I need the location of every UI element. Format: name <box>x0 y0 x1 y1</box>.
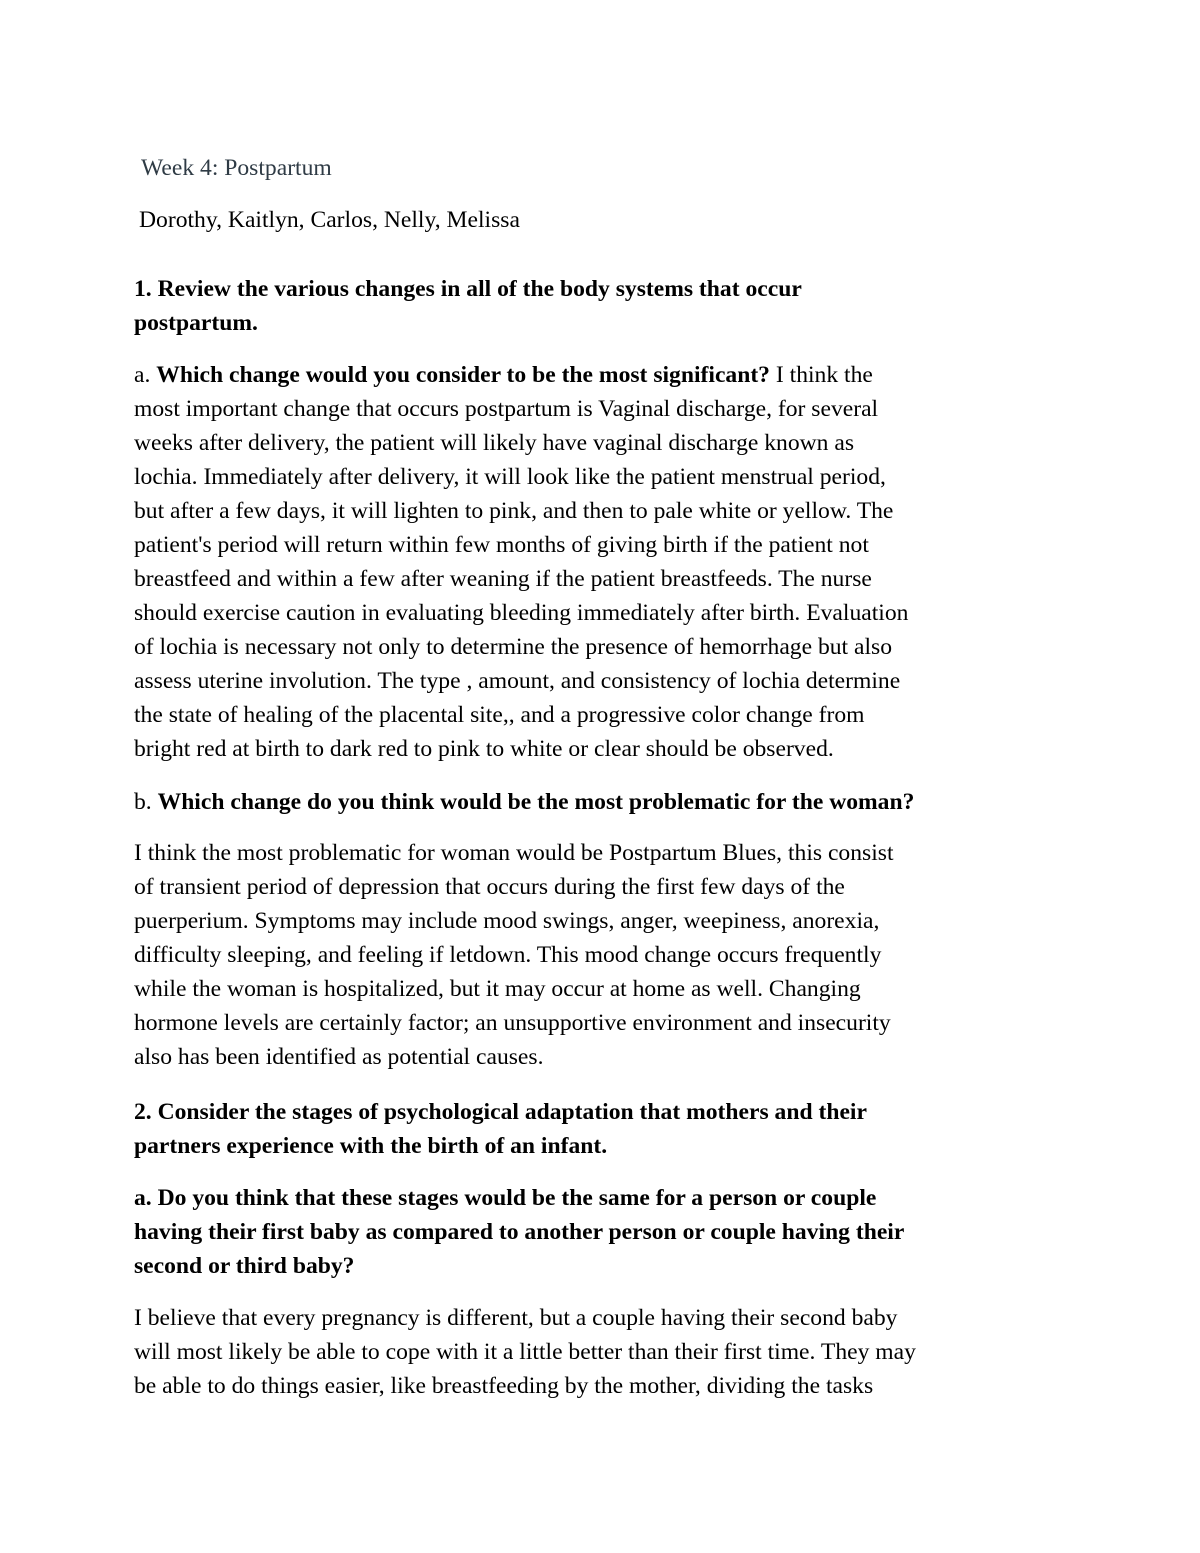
q2a-question-line: having their first baby as compared to another person or couple having their <box>134 1219 905 1245</box>
q1b-answer-line: puerperium. Symptoms may include mood swings, anger, weepiness, anorexia, <box>134 908 880 934</box>
q2a-question-line: second or third baby? <box>134 1253 355 1279</box>
q1a-answer-line: patient's period will return within few months of giving birth if the patient not <box>134 532 869 558</box>
q1a-answer-start: I think the <box>769 362 873 388</box>
q1b-answer-line: hormone levels are certainly factor; an unsupportive environment and insecurity <box>134 1010 891 1036</box>
q1a-answer-line: breastfeed and within a few after weaning if the patient breastfeeds. The nurse <box>134 566 872 592</box>
q1b-question: Which change do you think would be the most problematic for the woman? <box>157 789 915 815</box>
q1a-answer-line: the state of healing of the placental site,, and a progressive color change from <box>134 702 865 728</box>
q1a-answer-line: but after a few days, it will lighten to pink, and then to pale white or yellow. The <box>134 498 894 524</box>
q2a-answer-line: will most likely be able to cope with it a little better than their first time. They may <box>134 1339 916 1365</box>
q1-heading-line: 1. Review the various changes in all of the body systems that occur <box>134 276 802 302</box>
q1b-answer-line: difficulty sleeping, and feeling if letdown. This mood change occurs frequently <box>134 942 882 968</box>
q1a-answer-line: of lochia is necessary not only to determine the presence of hemorrhage but also <box>134 634 893 660</box>
q1b-answer-line: I think the most problematic for woman would be Postpartum Blues, this consist <box>134 840 894 866</box>
q2a-answer-line: I believe that every pregnancy is different, but a couple having their second baby <box>134 1305 898 1331</box>
q1b-question-line <box>134 791 914 815</box>
q1a-answer-line: bright red at birth to dark red to pink to white or clear should be observed. <box>134 736 834 762</box>
group-members: Dorothy, Kaitlyn, Carlos, Nelly, Melissa <box>139 207 520 233</box>
q1b-answer-line: also has been identified as potential causes. <box>134 1044 544 1070</box>
q1a-answer-line: weeks after delivery, the patient will likely have vaginal discharge known as <box>134 430 855 456</box>
q1b-label: b. <box>134 789 158 815</box>
q1a-paragraph-line <box>134 364 873 388</box>
q1a-question: Which change would you consider to be the most significant? <box>156 362 770 388</box>
q1a-answer-line: assess uterine involution. The type , amount, and consistency of lochia determine <box>134 668 901 694</box>
q1b-answer-line: of transient period of depression that occurs during the first few days of the <box>134 874 845 900</box>
q1a-answer-line: most important change that occurs postpartum is Vaginal discharge, for several <box>134 396 879 422</box>
q1a-answer-line: lochia. Immediately after delivery, it will look like the patient menstrual period, <box>134 464 886 490</box>
document-title: Week 4: Postpartum <box>141 155 332 181</box>
q2-heading-line: 2. Consider the stages of psychological adaptation that mothers and their <box>134 1099 867 1125</box>
q1b-answer-line: while the woman is hospitalized, but it may occur at home as well. Changing <box>134 976 861 1002</box>
q2a-question-line: a. Do you think that these stages would be the same for a person or couple <box>134 1185 877 1211</box>
q2-heading-line: partners experience with the birth of an infant. <box>134 1133 608 1159</box>
q2a-answer-line: be able to do things easier, like breastfeeding by the mother, dividing the tasks <box>134 1373 874 1399</box>
q1-heading-line: postpartum. <box>134 310 258 336</box>
q1a-label: a. <box>134 362 157 388</box>
q1a-answer-line: should exercise caution in evaluating bleeding immediately after birth. Evaluation <box>134 600 909 626</box>
